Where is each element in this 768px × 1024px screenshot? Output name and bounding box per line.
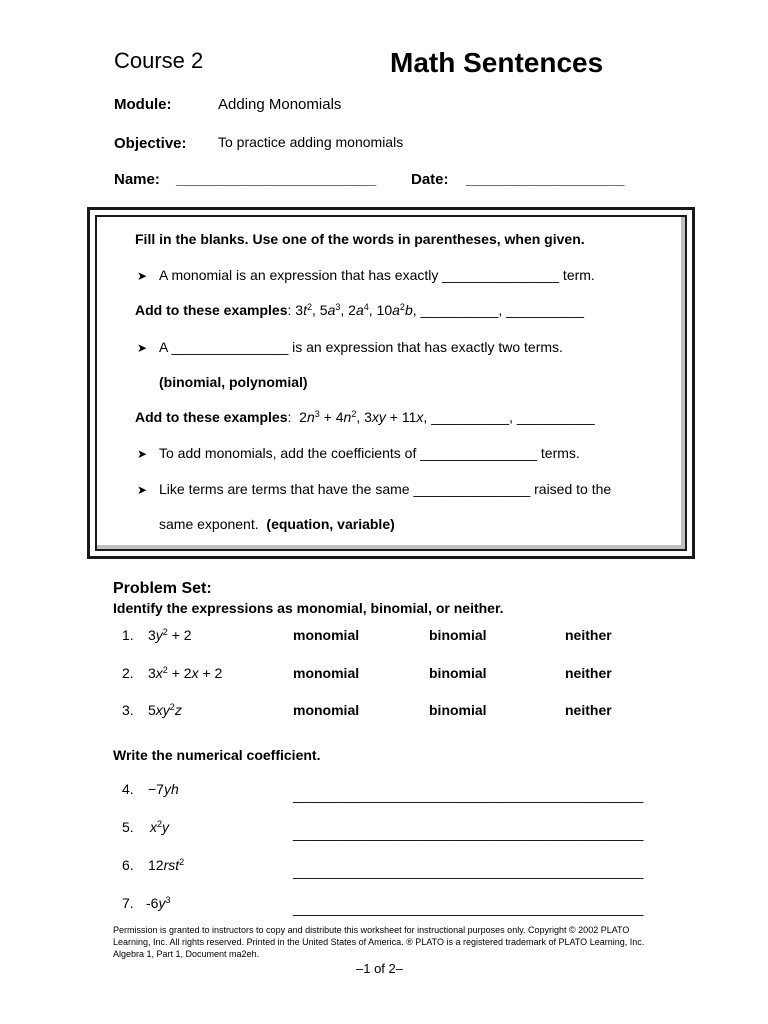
- choice-binomial: binomial: [429, 627, 487, 643]
- arrow-icon: ➤: [137, 269, 148, 283]
- objective-label: Objective:: [114, 135, 187, 152]
- bullet-add-monomials-text: To add monomials, add the coefficients of _______________ terms.: [159, 445, 580, 461]
- bullet-like-terms-text: Like terms are terms that have the same _______________ raised to the: [159, 481, 612, 497]
- problem-number: 1.: [122, 627, 134, 643]
- answer-blank: _____________________________________________: [293, 900, 644, 916]
- answer-blank: _____________________________________________: [293, 787, 644, 803]
- choice-binomial: binomial: [429, 665, 487, 681]
- binomial-choice: (binomial, polynomial): [159, 374, 308, 390]
- bullet-binomial: [137, 339, 563, 355]
- problem-set-subheading: Identify the expressions as monomial, binomial, or neither.: [113, 600, 504, 616]
- choice-monomial: monomial: [293, 627, 360, 643]
- answer-blank: _____________________________________________: [293, 863, 644, 879]
- date-label: Date:: [411, 171, 449, 188]
- binomial-examples: $2n^3 + 4n^2$, 3xy + 11x: [299, 409, 424, 425]
- page-number: –1 of 2–: [356, 961, 403, 976]
- examples-label: Add to these examples: [135, 302, 288, 318]
- arrow-icon: ➤: [137, 483, 148, 497]
- examples-monomial: Add to these examples: $3t^2$, $5a^3$, $2a^4$, $10a^2b$, __________, __________: [135, 302, 585, 318]
- problem-expression: −7yh: [148, 781, 179, 797]
- problem-expression: $3x^2 + 2x + 2$: [148, 665, 223, 681]
- choice-monomial: monomial: [293, 665, 360, 681]
- problem-expression: $x^2y$: [150, 819, 170, 835]
- problem-expression: $3y^2 + 2$: [148, 627, 192, 643]
- problem-number: 3.: [122, 702, 134, 718]
- bullet-binomial-text: A _______________ is an expression that has exactly two terms.: [159, 339, 563, 355]
- box-instructions: Fill in the blanks. Use one of the words in parentheses, when given.: [135, 231, 585, 247]
- problem-number: 7.: [122, 895, 134, 911]
- problem-number: 5.: [122, 819, 134, 835]
- problem-expression: 12rst$^2$: [148, 857, 185, 873]
- like-terms-cont-text: same exponent.: [159, 516, 259, 532]
- problem-number: 2.: [122, 665, 134, 681]
- bullet-like-terms: [137, 481, 611, 497]
- problem-number: 4.: [122, 781, 134, 797]
- problem-number: 6.: [122, 857, 134, 873]
- choice-neither: neither: [565, 702, 612, 718]
- answer-blank: _____________________________________________: [293, 825, 644, 841]
- examples-label: Add to these examples: [135, 409, 288, 425]
- examples-binomial: Add to these examples: $2n^3 + 4n^2$, 3xy + 11x, __________, __________: [135, 409, 595, 425]
- choice-neither: neither: [565, 665, 612, 681]
- name-label: Name:: [114, 171, 160, 188]
- problem-set-heading: Problem Set:: [113, 580, 212, 597]
- arrow-icon: ➤: [137, 447, 148, 461]
- bullet-monomial: [137, 267, 595, 283]
- bullet-add-monomials: [137, 445, 580, 461]
- date-blank: ___________________: [466, 171, 625, 188]
- page-title: Math Sentences: [390, 47, 604, 78]
- examples-blanks: , __________, __________: [423, 409, 595, 425]
- name-blank: ________________________: [176, 171, 377, 188]
- monomial-examples: $3t^2$, $5a^3$, $2a^4$, $10a^2b$: [295, 302, 413, 318]
- module-value: Adding Monomials: [218, 96, 342, 113]
- objective-value: To practice adding monomials: [218, 134, 404, 150]
- choice-monomial: monomial: [293, 702, 360, 718]
- coefficient-heading: Write the numerical coefficient.: [113, 747, 321, 763]
- problem-expression: $5xy^2z$: [148, 702, 182, 718]
- arrow-icon: ➤: [137, 341, 148, 355]
- examples-blanks: , __________, __________: [412, 302, 585, 318]
- like-terms-choice: (equation, variable): [266, 516, 395, 532]
- choice-binomial: binomial: [429, 702, 487, 718]
- permission-notice: Permission is granted to instructors to copy and distribute this worksheet for instructional purposes only. Copyright © 2002 PLATO Learning, Inc. All rights reserved. Printed in the United States of America. ® PLATO is a registered trademark of PLATO Learning, Inc. Algebra 1, Part 1, Document ma2eh.: [113, 925, 645, 959]
- like-terms-continued: [159, 516, 395, 532]
- choice-neither: neither: [565, 627, 612, 643]
- module-label: Module:: [114, 96, 172, 113]
- course-label: Course 2: [114, 48, 204, 73]
- problem-expression: $-6y^3$: [146, 895, 171, 911]
- bullet-monomial-text: A monomial is an expression that has exactly _______________ term.: [159, 267, 595, 283]
